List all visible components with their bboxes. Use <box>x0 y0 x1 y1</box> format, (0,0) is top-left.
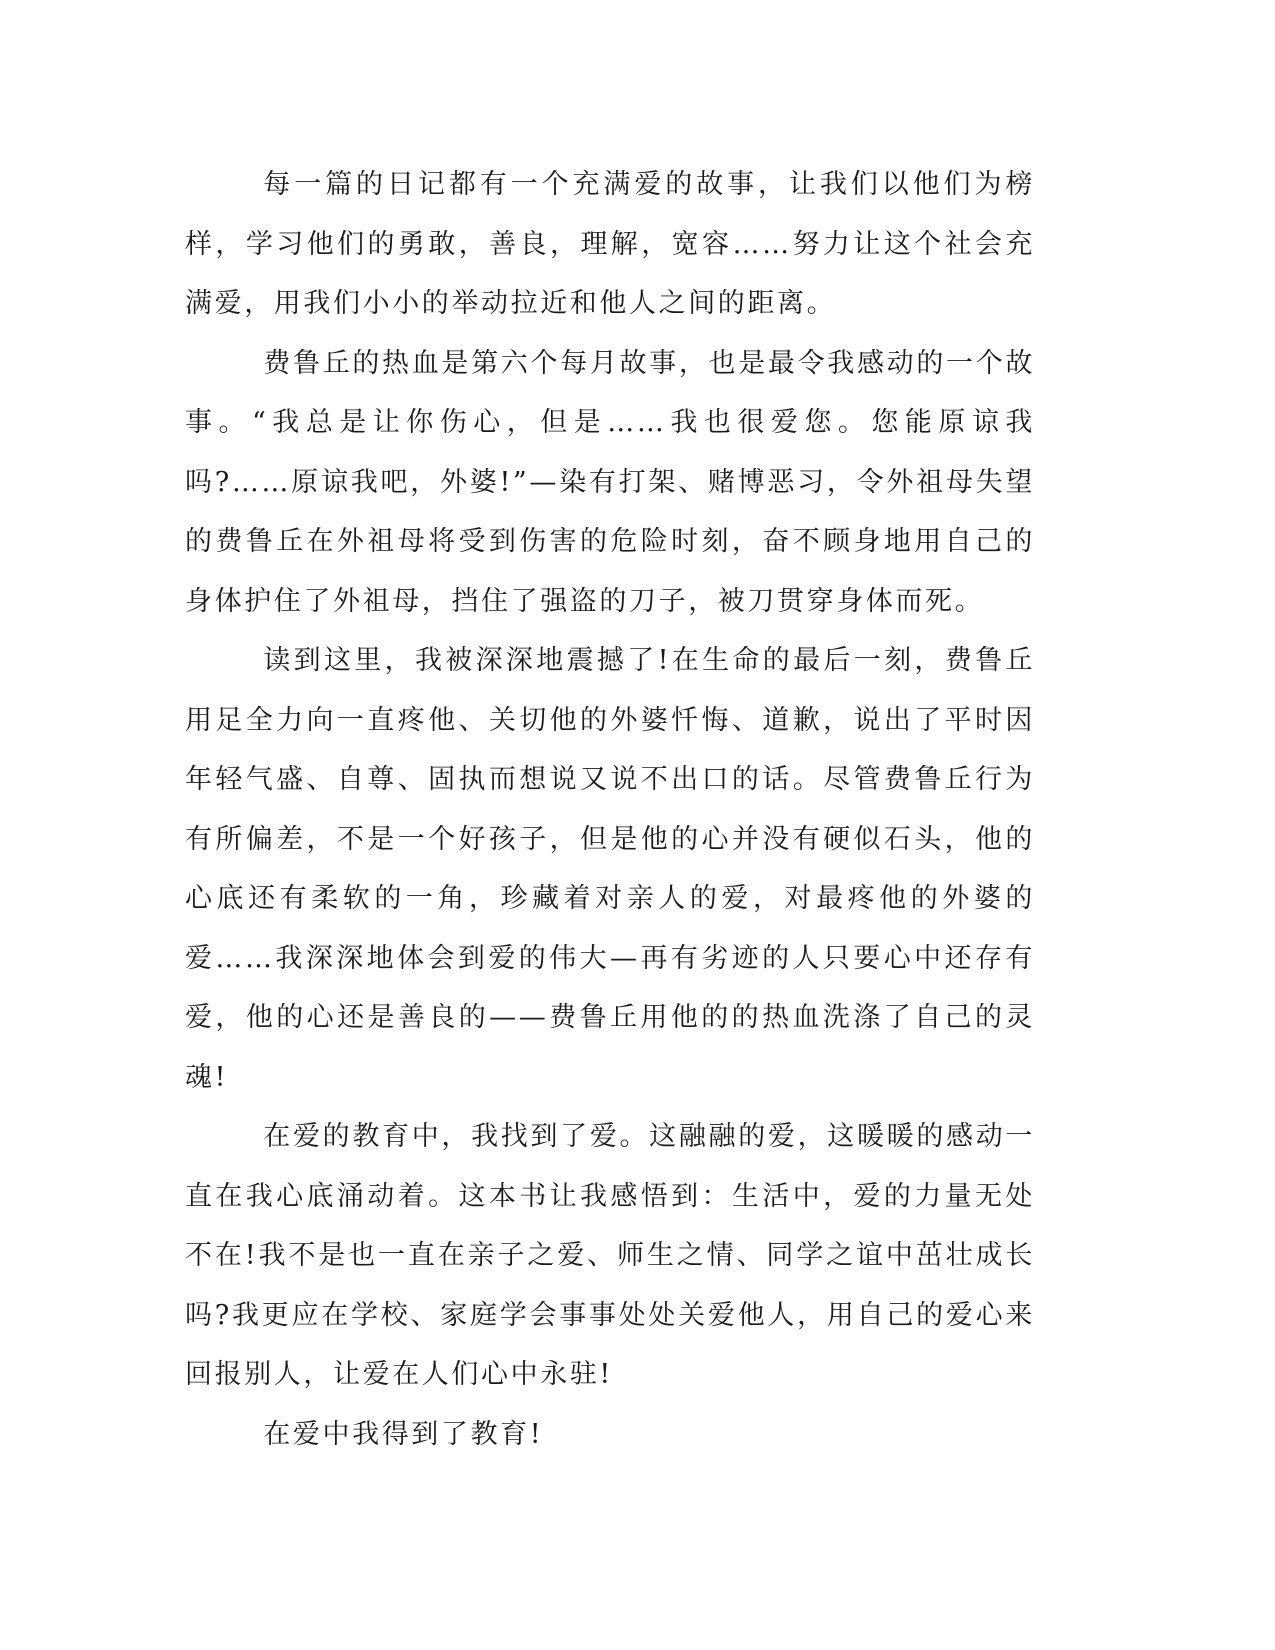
paragraph-5: 在爱中我得到了教育! <box>263 1418 544 1450</box>
paragraph-2: 费鲁丘的热血是第六个每月故事，也是最令我感动的一个故事。“我总是让你伤心，但是……我也很爱您。您能原谅我吗?……原谅我吧，外婆!”—染有打架、赌博恶习，令外祖母失望的费鲁丘在外祖母将受到伤害的危险时刻，奋不顾身地用自己的身体护住了外祖母，挡住了强盗的刀子，被刀贯穿身体而死。 <box>185 347 1035 617</box>
paragraph-4: 在爱的教育中，我找到了爱。这融融的爱，这暖暖的感动一直在我心底涌动着。这本书让我感悟到：生活中，爱的力量无处不在!我不是也一直在亲子之爱、师生之情、同学之谊中茁壮成长吗?我更应在学校、家庭学会事事处处关爱他人，用自己的爱心来回报别人，让爱在人们心中永驻! <box>185 1121 1035 1390</box>
paragraph-3: 读到这里，我被深深地震撼了!在生命的最后一刻，费鲁丘用足全力向一直疼他、关切他的外婆忏悔、道歉，说出了平时因年轻气盛、自尊、固执而想说又说不出口的话。尽管费鲁丘行为有所偏差，不是一个好孩子，但是他的心并没有硬似石头，他的心底还有柔软的一角，珍藏着对亲人的爱，对最疼他的外婆的爱……我深深地体会到爱的伟大—再有劣迹的人只要心中还存有爱，他的心还是善良的——费鲁丘用他的的热血洗涤了自己的灵魂! <box>185 645 1035 1093</box>
document-body <box>185 155 1035 1464</box>
paragraph-1: 每一篇的日记都有一个充满爱的故事，让我们以他们为榜样，学习他们的勇敢，善良，理解，宽容……努力让这个社会充满爱，用我们小小的举动拉近和他人之间的距离。 <box>185 169 1035 319</box>
